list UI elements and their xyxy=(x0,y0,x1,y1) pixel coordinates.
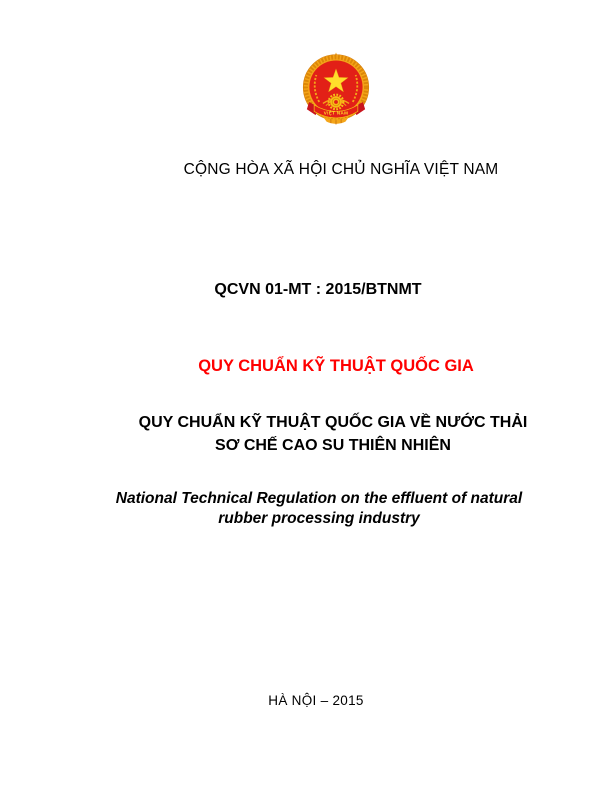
emblem-graphic xyxy=(299,51,373,126)
english-title-line1: National Technical Regulation on the effluent of natural xyxy=(115,490,523,507)
vietnamese-title-line2: SƠ CHẾ CAO SU THIÊN NHIÊN xyxy=(215,436,451,454)
gear-hub xyxy=(334,100,338,104)
english-title-line2: rubber processing industry xyxy=(218,509,420,527)
regulation-type-title: QUY CHUẨN KỸ THUẬT QUỐC GIA xyxy=(198,357,474,375)
publication-place-year: HÀ NỘI – 2015 xyxy=(268,693,364,708)
emblem-banner-text: VIỆT NAM xyxy=(323,110,349,116)
regulation-code: QCVN 01-MT : 2015/BTNMT xyxy=(214,281,422,298)
vietnamese-title xyxy=(139,412,528,457)
vietnamese-title-line1: QUY CHUẨN KỸ THUẬT QUỐC GIA VỀ NƯỚC THẢI xyxy=(138,414,528,431)
english-title xyxy=(116,489,522,528)
vietnam-national-emblem-icon xyxy=(299,51,373,126)
country-title: CỘNG HÒA XÃ HỘI CHỦ NGHĨA VIỆT NAM xyxy=(183,161,499,178)
